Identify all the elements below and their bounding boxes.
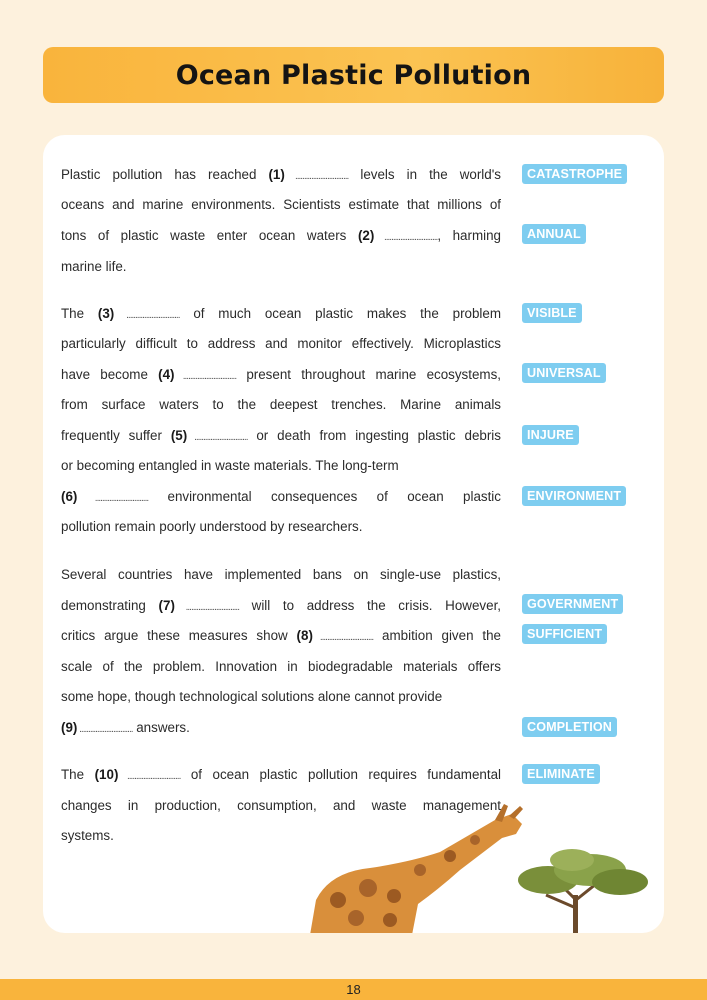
- page-number: 18: [346, 982, 361, 997]
- answer-blank[interactable]: ..............................: [374, 232, 438, 243]
- answer-blank[interactable]: ..............................: [174, 602, 239, 613]
- blank-number: (10): [94, 767, 119, 782]
- answer-blank[interactable]: ..............................: [174, 371, 237, 382]
- answer-blank[interactable]: ..............................: [312, 632, 374, 643]
- text-segment: some hope, though technological solutions alone cannot provide: [61, 689, 443, 704]
- text-line: [61, 457, 501, 475]
- text-line: [61, 305, 501, 323]
- text-line: [61, 258, 501, 276]
- word-bank-item: SUFFICIENT: [522, 624, 607, 644]
- answer-blank[interactable]: ..............................: [114, 310, 180, 321]
- blank-number: (1): [268, 167, 285, 182]
- text-line: [61, 366, 501, 384]
- text-segment: Plastic pollution has reached: [61, 167, 269, 182]
- text-segment: oceans and marine environments. Scientists estimate that millions of: [61, 197, 501, 212]
- page-title: Ocean Plastic Pollution: [175, 59, 532, 91]
- footer-bar: [0, 979, 707, 1000]
- blank-number: (2): [357, 228, 375, 243]
- blank-number: (7): [158, 598, 175, 613]
- answer-blank[interactable]: ..............................: [118, 771, 181, 782]
- text-segment: will to address the crisis. However,: [238, 598, 502, 613]
- text-line: [61, 196, 501, 214]
- text-line: [61, 688, 501, 706]
- acacia-tree-icon: [518, 849, 648, 933]
- text-segment: of much ocean plastic makes the problem: [179, 306, 501, 321]
- giraffe-tree-illustration: [290, 800, 664, 933]
- text-segment: The: [61, 767, 95, 782]
- title-banner: [43, 47, 664, 103]
- text-line: [61, 396, 501, 414]
- text-segment: frequently suffer: [61, 428, 171, 443]
- text-segment: changes in production, consumption, and waste management: [61, 798, 501, 813]
- word-bank-item: ANNUAL: [522, 224, 586, 244]
- text-line: [61, 627, 501, 645]
- text-segment: critics argue these measures show: [61, 628, 297, 643]
- text-segment: levels in the world's: [348, 167, 501, 182]
- text-segment: marine life.: [61, 259, 127, 274]
- text-segment: have become: [61, 367, 159, 382]
- text-segment: scale of the problem. Innovation in biodegradable materials offers: [61, 659, 501, 674]
- text-segment: ambition given the: [373, 628, 501, 643]
- text-segment: tons of plastic waste enter ocean waters: [61, 228, 358, 243]
- text-line: [61, 658, 501, 676]
- answer-blank[interactable]: ..............................: [284, 171, 349, 182]
- text-line: [61, 566, 501, 584]
- word-bank-item: VISIBLE: [522, 303, 582, 323]
- text-line: [61, 766, 501, 784]
- text-line: [61, 597, 501, 615]
- blank-number: (3): [97, 306, 115, 321]
- text-line: [61, 797, 501, 815]
- word-bank-item: GOVERNMENT: [522, 594, 623, 614]
- blank-number: (8): [296, 628, 313, 643]
- text-line: [61, 227, 501, 245]
- text-segment: pollution remain poorly understood by researchers.: [61, 519, 363, 534]
- text-line: [61, 488, 501, 506]
- blank-number: (4): [158, 367, 175, 382]
- text-segment: The: [61, 306, 98, 321]
- text-line: [61, 166, 501, 184]
- word-bank-item: UNIVERSAL: [522, 363, 606, 383]
- text-segment: systems.: [61, 828, 114, 843]
- word-bank-item: INJURE: [522, 425, 579, 445]
- text-segment: Several countries have implemented bans on single-use plastics,: [61, 567, 501, 582]
- text-segment: of ocean plastic pollution requires fundamental: [180, 767, 501, 782]
- word-bank-item: ELIMINATE: [522, 764, 600, 784]
- text-segment: particularly difficult to address and monitor effectively. Microplastics: [61, 336, 501, 351]
- word-bank-item: COMPLETION: [522, 717, 617, 737]
- text-segment: environmental consequences of ocean plastic: [148, 489, 501, 504]
- blank-number: (9): [61, 720, 78, 735]
- text-segment: answers.: [132, 720, 190, 735]
- word-bank-item: ENVIRONMENT: [522, 486, 626, 506]
- giraffe-icon: [310, 804, 523, 933]
- answer-blank[interactable]: ..............................: [77, 493, 149, 504]
- blank-number: (6): [61, 489, 78, 504]
- text-line: [61, 719, 501, 737]
- text-segment: or becoming entangled in waste materials. The long-term: [61, 458, 399, 473]
- text-segment: or death from ingesting plastic debris: [247, 428, 501, 443]
- text-segment: demonstrating: [61, 598, 159, 613]
- text-segment: from surface waters to the deepest trenches. Marine animals: [61, 397, 501, 412]
- text-segment: , harming: [437, 228, 501, 243]
- text-line: [61, 335, 501, 353]
- answer-blank[interactable]: ..............................: [77, 724, 133, 735]
- text-line: [61, 827, 501, 845]
- text-line: [61, 518, 501, 536]
- text-segment: present throughout marine ecosystems,: [236, 367, 501, 382]
- text-line: [61, 427, 501, 445]
- blank-number: (5): [170, 428, 188, 443]
- answer-blank[interactable]: ..............................: [187, 432, 248, 443]
- word-bank-item: CATASTROPHE: [522, 164, 627, 184]
